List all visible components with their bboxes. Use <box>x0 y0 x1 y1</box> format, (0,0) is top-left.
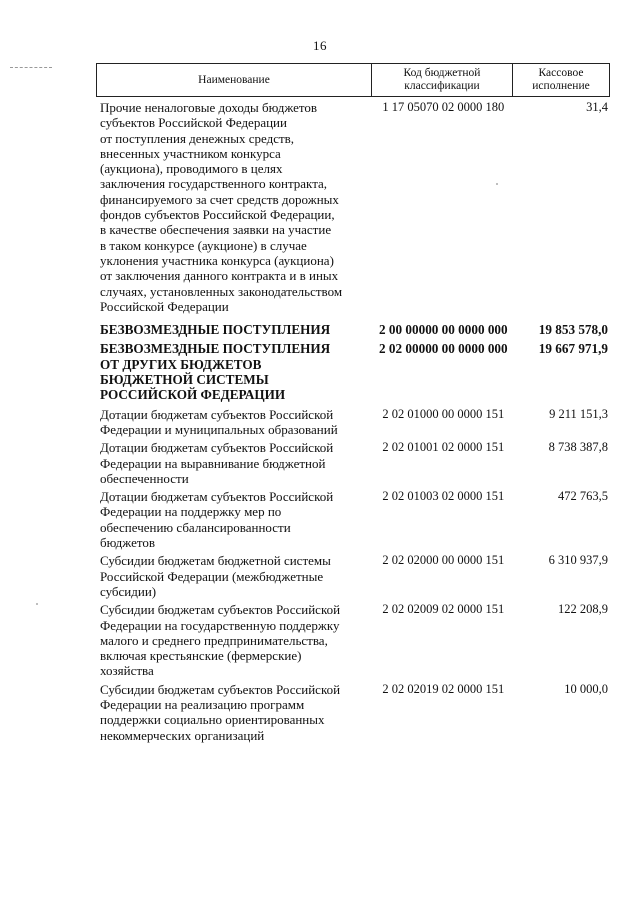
row-name-line: включая крестьянские (фермерские) <box>100 648 302 664</box>
row-amount: 122 208,9 <box>558 602 608 617</box>
scan-artifact-line <box>10 67 52 68</box>
table-row <box>100 440 608 486</box>
row-name-line: Российской Федерации (межбюджетные <box>100 568 324 584</box>
row-name-line: Российской Федерации <box>100 298 229 314</box>
row-name <box>100 682 368 743</box>
row-name <box>100 100 368 314</box>
row-amount: 9 211 151,3 <box>549 406 608 421</box>
row-name <box>100 407 368 438</box>
table-header <box>96 63 610 97</box>
row-name-line: внесенных участником конкурса <box>100 145 281 161</box>
row-name-line: от поступления денежных средств, <box>100 130 295 146</box>
row-name-line: обеспеченности <box>100 470 189 486</box>
row-name <box>100 440 368 486</box>
header-amount-line2: исполнение <box>532 80 590 92</box>
row-name <box>100 322 368 337</box>
row-name-line: Субсидии бюджетам субъектов Российской <box>100 681 341 697</box>
row-code: 2 02 01000 00 0000 151 <box>382 406 505 421</box>
header-name-label: Наименование <box>198 73 270 86</box>
row-name-line: бюджетов <box>100 535 156 551</box>
row-amount: 10 000,0 <box>564 681 608 696</box>
scan-artifact-dot <box>36 603 38 605</box>
header-code-line2: классификации <box>404 80 480 92</box>
row-name-line: БЕЗВОЗМЕЗДНЫЕ ПОСТУПЛЕНИЯ <box>100 322 331 338</box>
row-code: 2 02 02009 02 0000 151 <box>382 602 505 617</box>
header-code <box>371 64 512 96</box>
row-code: 2 02 02019 02 0000 151 <box>382 681 505 696</box>
table-row <box>100 407 608 438</box>
row-name <box>100 489 368 550</box>
page-number: 16 <box>313 38 327 53</box>
row-name-line: хозяйства <box>100 663 154 679</box>
header-amount-line1: Кассовое <box>538 67 584 79</box>
row-name-line: фондов субъектов Российской Федерации, <box>100 207 335 223</box>
row-amount: 6 310 937,9 <box>548 553 608 568</box>
table-row <box>100 489 608 550</box>
row-name-line: Дотации бюджетам субъектов Российской <box>100 406 334 422</box>
table-row <box>100 602 608 678</box>
row-name-line: Федерации и муниципальных образований <box>100 421 338 437</box>
row-amount: 8 738 387,8 <box>548 440 608 455</box>
row-name-line: (аукциона), проводимого в целях <box>100 161 283 177</box>
row-name-line: малого и среднего предпринимательства, <box>100 632 328 648</box>
row-name-line: в качестве обеспечения заявки на участие <box>100 222 332 238</box>
header-amount <box>512 64 609 96</box>
row-code: 2 02 00000 00 0000 000 <box>379 341 508 357</box>
row-amount: 19 667 971,9 <box>538 341 608 357</box>
header-name <box>97 64 371 96</box>
header-code-line1: Код бюджетной <box>403 67 481 79</box>
row-name-line: субсидии) <box>100 583 157 599</box>
row-name-line: Субсидии бюджетам бюджетной системы <box>100 553 331 569</box>
row-code: 2 00 00000 00 0000 000 <box>379 322 508 338</box>
row-name-line: РОССИЙСКОЙ ФЕДЕРАЦИИ <box>100 387 286 403</box>
row-amount: 31,4 <box>586 100 608 114</box>
row-name <box>100 553 368 599</box>
row-name-line: Субсидии бюджетам субъектов Российской <box>100 602 341 618</box>
table-row <box>100 682 608 743</box>
row-name-line: обеспечению сбалансированности <box>100 519 291 535</box>
row-name-line: Федерации на реализацию программ <box>100 696 305 712</box>
table-row <box>100 322 608 337</box>
row-code: 2 02 01003 02 0000 151 <box>382 489 505 504</box>
table-row <box>100 553 608 599</box>
row-name-line: от заключения данного контракта и в иных <box>100 268 339 284</box>
row-name-line: Федерации на поддержку мер по <box>100 504 282 520</box>
row-name-line: БЕЗВОЗМЕЗДНЫЕ ПОСТУПЛЕНИЯ <box>100 341 331 357</box>
row-name-line: БЮДЖЕТНОЙ СИСТЕМЫ <box>100 372 269 388</box>
row-name-line: поддержки социально ориентированных <box>100 712 325 728</box>
row-name-line: заключения государственного контракта, <box>100 176 328 192</box>
row-code: 1 17 05070 02 0000 180 <box>382 100 505 114</box>
row-name-line: в таком конкурсе (аукционе) в случае <box>100 237 307 253</box>
row-name-line: Дотации бюджетам субъектов Российской <box>100 440 334 456</box>
row-name <box>100 341 368 402</box>
table-body <box>100 100 608 743</box>
table-row <box>100 341 608 402</box>
row-name-line: ОТ ДРУГИХ БЮДЖЕТОВ <box>100 356 262 372</box>
row-amount: 19 853 578,0 <box>538 322 608 338</box>
row-name-line: случаях, установленных законодательством <box>100 283 343 299</box>
row-code: 2 02 01001 02 0000 151 <box>382 440 505 455</box>
row-name-line: некоммерческих организаций <box>100 727 265 743</box>
row-name-line: Прочие неналоговые доходы бюджетов <box>100 100 318 115</box>
row-name-line: Федерации на выравнивание бюджетной <box>100 455 326 471</box>
row-code: 2 02 02000 00 0000 151 <box>382 553 505 568</box>
row-name-line: уклонения участника конкурса (аукциона) <box>100 252 334 268</box>
row-name-line: Дотации бюджетам субъектов Российской <box>100 489 334 505</box>
row-name-line: Федерации на государственную поддержку <box>100 617 340 633</box>
table-row <box>100 100 608 314</box>
row-amount: 472 763,5 <box>558 489 608 504</box>
row-name-line: субъектов Российской Федерации <box>100 115 287 131</box>
row-name <box>100 602 368 678</box>
row-name-line: финансируемого за счет средств дорожных <box>100 191 339 207</box>
